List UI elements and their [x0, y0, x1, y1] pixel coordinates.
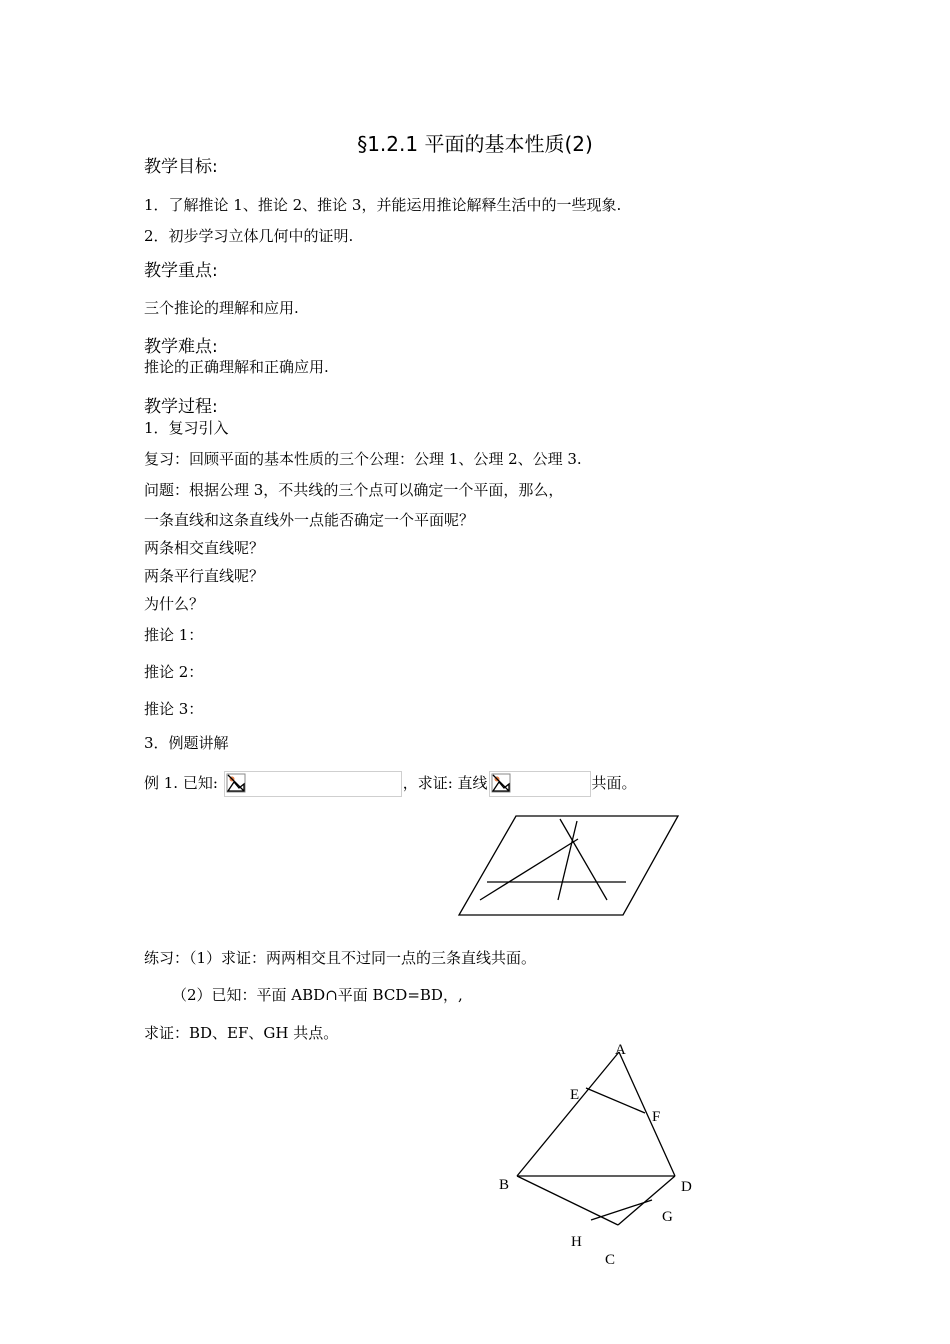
practice-1: 练习：（1）求证：两两相交且不过同一点的三条直线共面。 — [144, 949, 537, 967]
segment-EF — [586, 1088, 645, 1113]
question-2: 一条直线和这条直线外一点能否确定一个平面呢？ — [144, 511, 475, 529]
plane-figure — [455, 812, 685, 920]
edge-AB — [517, 1052, 619, 1176]
question-3: 两条相交直线呢？ — [144, 539, 265, 557]
segment-HG — [591, 1200, 652, 1220]
label-H: H — [571, 1234, 582, 1250]
practice-2: （2）已知：平面 ABD∩平面 BCD=BD，, — [172, 986, 463, 1004]
goal-1: 1．了解推论 1、推论 2、推论 3，并能运用推论解释生活中的一些现象. — [144, 196, 622, 214]
goal-2: 2．初步学习立体几何中的证明. — [144, 227, 354, 245]
corollary-2: 推论 2： — [144, 663, 204, 681]
step-3: 3．例题讲解 — [144, 734, 229, 752]
corollary-1: 推论 1： — [144, 626, 204, 644]
example-prefix: 例 1. 已知: — [144, 774, 218, 792]
difficult-text: 推论的正确理解和正确应用. — [144, 358, 329, 376]
goals-heading: 教学目标: — [144, 157, 218, 177]
example-1-line — [144, 770, 637, 797]
step-1: 1．复习引入 — [144, 419, 229, 437]
review-text: 复习：回顾平面的基本性质的三个公理：公理 1、公理 2、公理 3. — [144, 450, 582, 468]
label-G: G — [662, 1209, 673, 1225]
example-mid: ，求证: 直线 — [402, 774, 488, 792]
label-B: B — [499, 1177, 510, 1193]
difficult-heading: 教学难点: — [144, 337, 218, 357]
formula-image-1 — [224, 771, 402, 797]
formula-image-2 — [489, 771, 591, 797]
question-1: 问题：根据公理 3，不共线的三个点可以确定一个平面，那么， — [144, 481, 564, 499]
broken-image-icon — [226, 773, 246, 793]
plane-parallelogram — [459, 816, 678, 915]
crossing-line — [560, 819, 607, 900]
process-heading: 教学过程: — [144, 397, 218, 417]
label-E: E — [570, 1087, 580, 1103]
edge-AD — [619, 1052, 675, 1176]
example-suffix: 共面。 — [591, 774, 637, 792]
label-D: D — [681, 1179, 692, 1195]
edge-BC — [517, 1176, 618, 1225]
broken-image-icon — [491, 773, 511, 793]
label-A: A — [615, 1042, 626, 1058]
question-5: 为什么？ — [144, 595, 205, 613]
question-4: 两条平行直线呢？ — [144, 567, 265, 585]
key-heading: 教学重点: — [144, 261, 218, 281]
page-title: §1.2.1 平面的基本性质(2) — [357, 132, 593, 156]
practice-3: 求证：BD、EF、GH 共点。 — [144, 1024, 339, 1042]
corollary-3: 推论 3： — [144, 700, 204, 718]
label-C: C — [605, 1252, 616, 1268]
diagonal-line — [480, 839, 578, 900]
key-text: 三个推论的理解和应用. — [144, 299, 299, 317]
label-F: F — [652, 1109, 661, 1125]
